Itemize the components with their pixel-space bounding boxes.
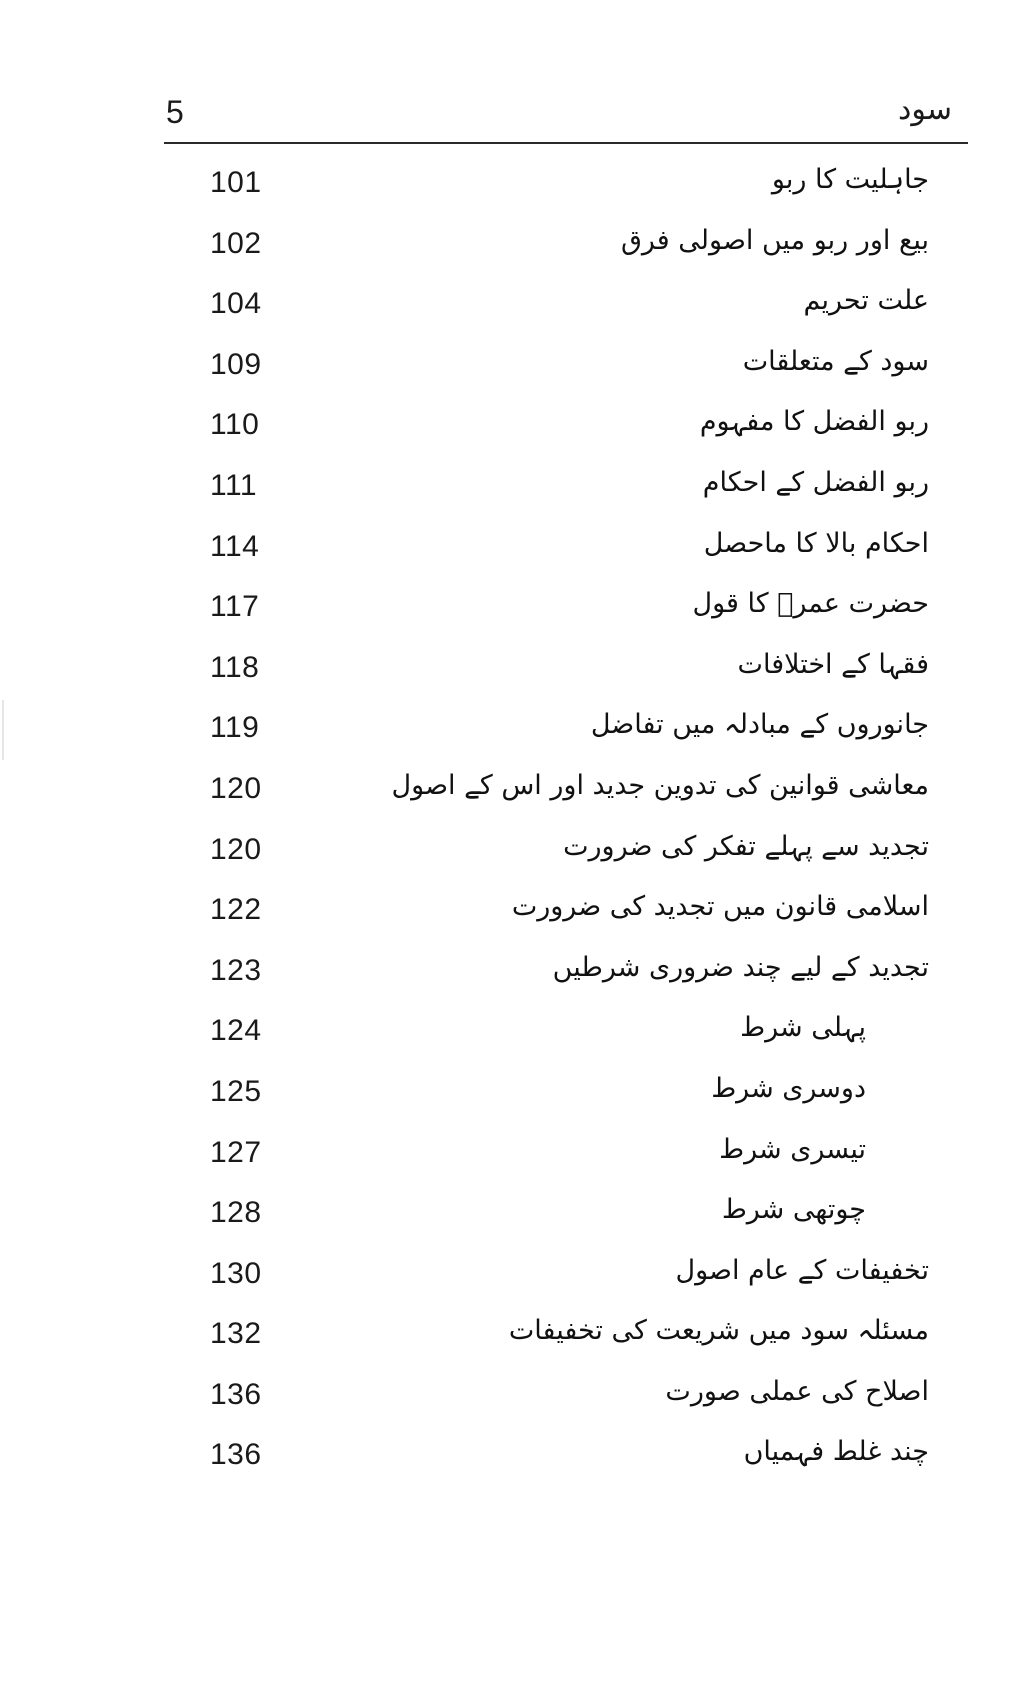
- toc-row: [0, 1190, 1024, 1251]
- toc-subtitle: تیسری شرط: [719, 1133, 866, 1165]
- toc-page-number: 109: [210, 347, 262, 381]
- toc-row: [0, 584, 1024, 645]
- toc-title: جاہلیت کا ربو: [771, 164, 929, 195]
- page-header: [160, 92, 968, 146]
- toc-page-number: 125: [210, 1074, 262, 1108]
- toc-title: فقہا کے اختلافات: [737, 648, 929, 680]
- toc-row: [0, 1130, 1024, 1191]
- toc-row: [0, 342, 1024, 403]
- toc-title: جانوروں کے مبادلہ میں تفاضل: [590, 709, 929, 741]
- toc-row: [0, 1251, 1024, 1312]
- toc-title: ربو الفضل کا مفہوم: [699, 406, 929, 438]
- toc-page-number: 124: [210, 1014, 262, 1048]
- toc-row: [0, 766, 1024, 827]
- toc-row: [0, 645, 1024, 706]
- toc-row: [0, 1372, 1024, 1433]
- toc-title: علت تحریم: [803, 285, 929, 317]
- toc-row: [0, 827, 1024, 888]
- toc-page-number: 114: [210, 529, 260, 563]
- toc-row: [0, 705, 1024, 766]
- toc-row: [0, 1008, 1024, 1069]
- toc-row: [0, 1069, 1024, 1130]
- toc-row: [0, 221, 1024, 282]
- toc-page-number: 119: [210, 711, 260, 745]
- toc-page-number: 123: [210, 953, 262, 987]
- toc-title: تخفیفات کے عام اصول: [675, 1254, 929, 1286]
- table-of-contents: [0, 160, 1024, 1493]
- toc-title: سود کے متعلقات: [742, 345, 929, 377]
- toc-row: [0, 160, 1024, 221]
- toc-page-number: 110: [210, 408, 260, 442]
- toc-row: [0, 281, 1024, 342]
- toc-page-number: 136: [210, 1377, 262, 1411]
- toc-page-number: 102: [210, 226, 262, 260]
- toc-title: بیع اور ربو میں اصولی فرق: [620, 224, 929, 256]
- toc-page-number: 132: [210, 1317, 262, 1351]
- toc-subtitle: پہلی شرط: [740, 1012, 866, 1044]
- page-number: 5: [166, 94, 184, 130]
- toc-title: مسئلہ سود میں شریعت کی تخفیفات: [508, 1315, 929, 1347]
- toc-row: [0, 463, 1024, 524]
- toc-row: [0, 948, 1024, 1009]
- toc-row: [0, 402, 1024, 463]
- toc-page-number: 111: [210, 468, 258, 502]
- toc-page-number: 130: [210, 1256, 262, 1290]
- toc-page-number: 120: [210, 771, 262, 805]
- header-rule: [164, 142, 968, 144]
- toc-title: تجدید کے لیے چند ضروری شرطیں: [552, 951, 929, 983]
- toc-title: حضرت عمرؓ کا قول: [692, 588, 929, 620]
- toc-title: اسلامی قانون میں تجدید کی ضرورت: [511, 891, 929, 923]
- toc-row: [0, 1311, 1024, 1372]
- toc-title: احکام بالا کا ماحصل: [703, 527, 929, 559]
- toc-page-number: 101: [210, 166, 262, 199]
- toc-subtitle: دوسری شرط: [711, 1072, 866, 1104]
- running-title: سود: [898, 92, 952, 127]
- toc-page-number: 118: [210, 650, 260, 684]
- toc-row: [0, 524, 1024, 585]
- scan-margin-shadow: [2, 700, 4, 760]
- toc-page-number: 122: [210, 893, 262, 927]
- toc-title: تجدید سے پہلے تفکر کی ضرورت: [563, 830, 929, 862]
- toc-title: چند غلط فہمیاں: [743, 1436, 929, 1468]
- toc-title: معاشی قوانین کی تدوین جدید اور اس کے اصول: [391, 769, 929, 801]
- toc-page-number: 127: [210, 1135, 262, 1169]
- toc-subtitle: چوتھی شرط: [721, 1194, 866, 1226]
- toc-page-number: 136: [210, 1438, 262, 1472]
- toc-page-number: 120: [210, 832, 262, 866]
- toc-page-number: 117: [210, 590, 260, 624]
- toc-title: اصلاح کی عملی صورت: [665, 1375, 929, 1407]
- toc-row: [0, 887, 1024, 948]
- toc-title: ربو الفضل کے احکام: [702, 466, 929, 498]
- toc-page-number: 128: [210, 1196, 262, 1230]
- toc-page-number: 104: [210, 287, 262, 321]
- toc-row: [0, 1432, 1024, 1493]
